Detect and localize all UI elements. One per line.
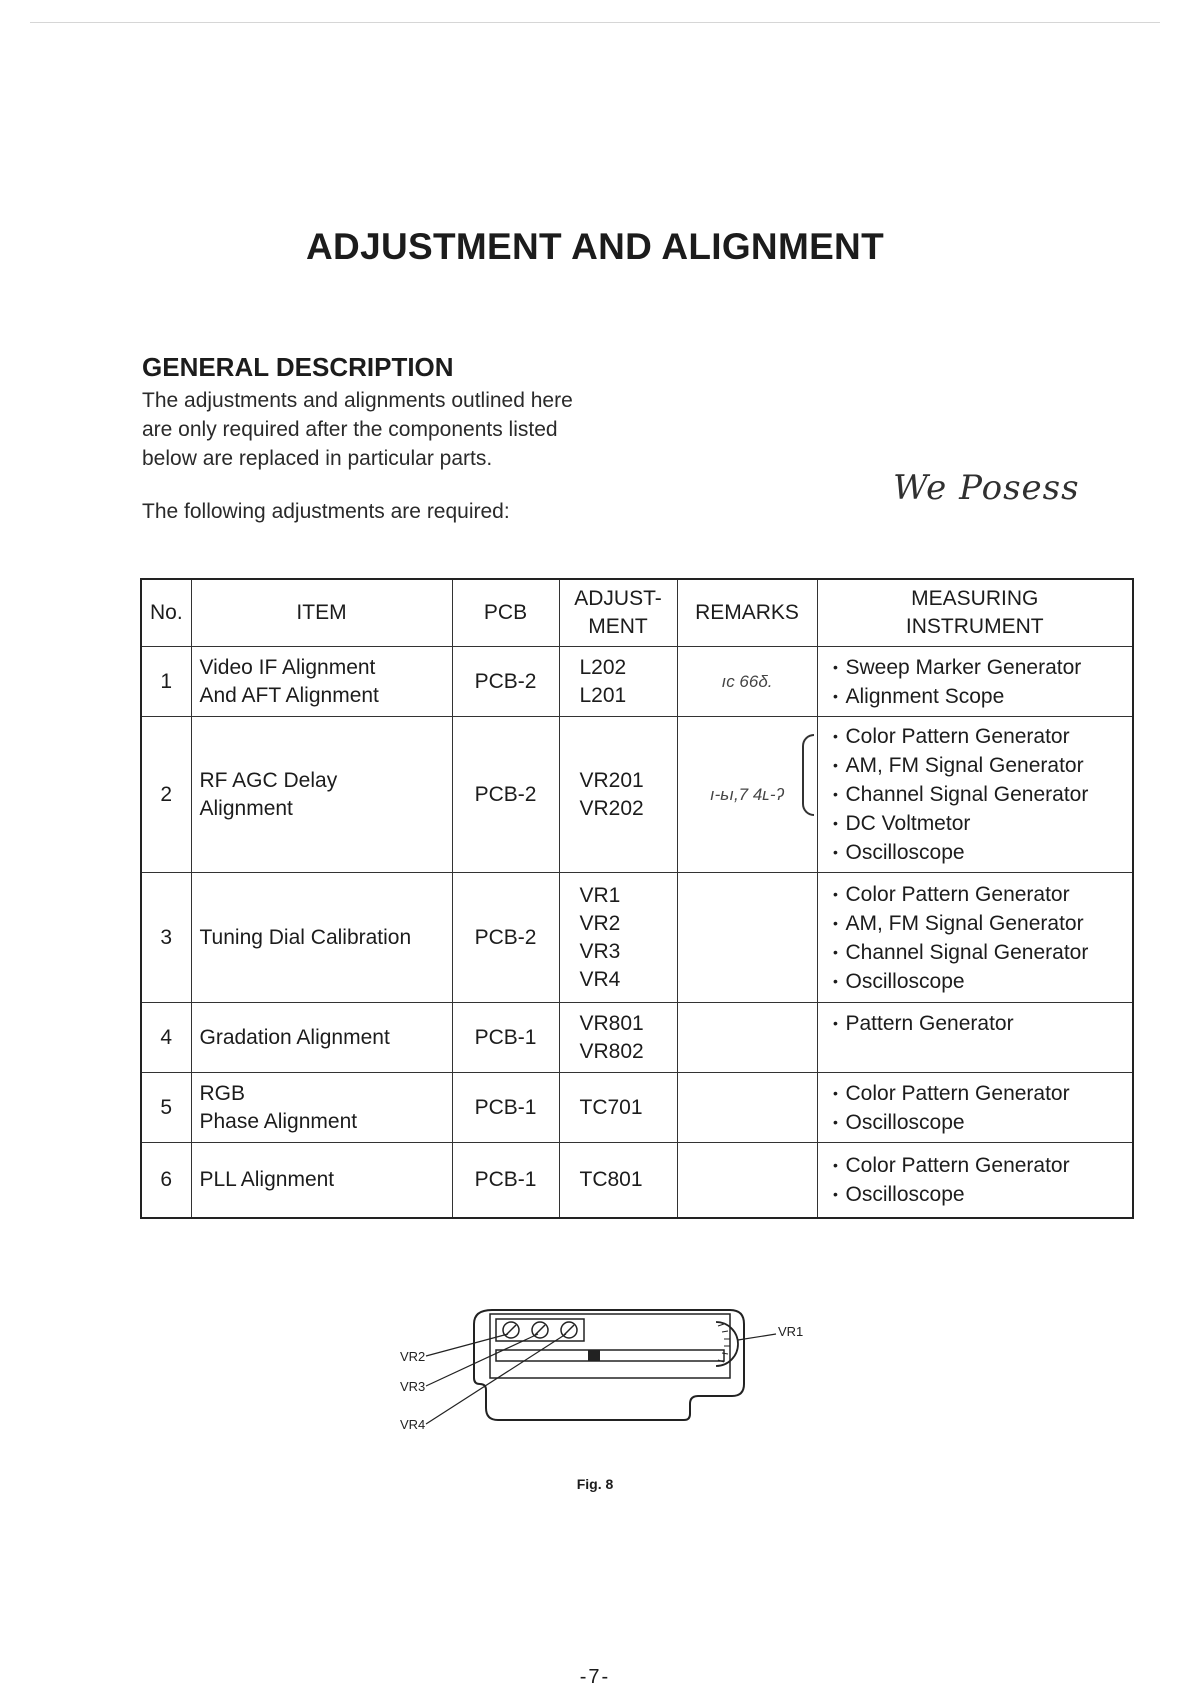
row-number: 1: [142, 647, 191, 717]
col-header-adjustment: [559, 580, 677, 647]
page-number: -7-: [579, 1666, 611, 1688]
adjustment-point: VR2: [579, 911, 621, 935]
lead-in-text: The following adjustments are required:: [142, 500, 510, 523]
row-adjustment: [559, 873, 677, 1003]
col-header-no: No.: [142, 580, 191, 647]
intro-line: below are replaced in particular parts.: [142, 447, 493, 470]
table-row: [142, 647, 1132, 717]
instrument-item: • Oscilloscope: [826, 838, 1125, 867]
instrument-item: • Oscilloscope: [826, 967, 1125, 996]
row-instruments: [817, 1073, 1132, 1143]
table-row: [142, 1073, 1132, 1143]
item-line: RF AGC Delay: [199, 768, 338, 792]
row-pcb: PCB-2: [452, 717, 559, 873]
row-remarks: [677, 1073, 817, 1143]
item-line: RGB: [199, 1081, 246, 1105]
row-item: [191, 1143, 452, 1217]
handwritten-note: We Posess: [893, 468, 1080, 508]
adjustment-point: L201: [579, 683, 627, 707]
instrument-item: • AM, FM Signal Generator: [826, 751, 1125, 780]
header-line: INSTRUMENT: [905, 615, 1044, 638]
row-instruments: [817, 1003, 1132, 1073]
instrument-item: • Alignment Scope: [826, 682, 1125, 711]
row-adjustment: [559, 717, 677, 873]
instrument-item: • Oscilloscope: [826, 1108, 1125, 1137]
dial-slot: [496, 1350, 724, 1361]
adjustment-point: VR202: [579, 796, 644, 820]
row-instruments: [817, 717, 1132, 873]
adjustment-point: VR201: [579, 768, 644, 792]
table-row: [142, 873, 1132, 1003]
vr2-label: VR2: [400, 1349, 426, 1364]
instrument-item: • Channel Signal Generator: [826, 780, 1125, 809]
row-item: [191, 873, 452, 1003]
item-line: PLL Alignment: [199, 1167, 335, 1191]
row-item: [191, 717, 452, 873]
handwritten-bracket: [802, 734, 814, 816]
row-item: [191, 647, 452, 717]
instrument-item: • Color Pattern Generator: [826, 1151, 1125, 1180]
item-line: And AFT Alignment: [199, 683, 379, 707]
row-remarks: ıc 66δ.: [677, 647, 817, 717]
adjustment-point: VR802: [579, 1039, 644, 1063]
item-line: Tuning Dial Calibration: [199, 925, 412, 949]
instrument-item: • Sweep Marker Generator: [826, 653, 1125, 682]
table-header-row: [142, 580, 1132, 647]
row-remarks: [677, 1143, 817, 1217]
instrument-item: • Channel Signal Generator: [826, 938, 1125, 967]
instrument-item: • Color Pattern Generator: [826, 880, 1125, 909]
header-line: ADJUST-: [574, 587, 662, 610]
section-heading: GENERAL DESCRIPTION: [142, 352, 454, 382]
row-number: 6: [142, 1143, 191, 1217]
intro-paragraph: [142, 386, 573, 473]
page-title: ADJUSTMENT AND ALIGNMENT: [306, 226, 884, 267]
col-header-item: ITEM: [191, 580, 452, 647]
control-plate: [490, 1314, 730, 1378]
top-rule: [30, 22, 1160, 23]
row-instruments: [817, 1143, 1132, 1217]
row-adjustment: [559, 1003, 677, 1073]
item-line: Gradation Alignment: [199, 1025, 390, 1049]
col-header-instrument: [817, 580, 1132, 647]
adjustment-point: VR801: [579, 1011, 644, 1035]
vr4-knob-mark: [564, 1325, 574, 1335]
adjustment-point: TC801: [579, 1167, 643, 1191]
header-line: MEASURING: [911, 587, 1039, 610]
item-line: Alignment: [199, 796, 293, 820]
row-pcb: PCB-2: [452, 873, 559, 1003]
instrument-item: • DC Voltmetor: [826, 809, 1125, 838]
intro-line: The adjustments and alignments outlined here: [142, 389, 573, 412]
row-adjustment: [559, 1143, 677, 1217]
row-adjustment: [559, 1073, 677, 1143]
vr1-label: VR1: [778, 1324, 804, 1339]
row-pcb: PCB-1: [452, 1073, 559, 1143]
adjustment-point: VR3: [579, 939, 621, 963]
vr3-label: VR3: [400, 1379, 426, 1394]
vr2-knob-mark: [506, 1325, 516, 1335]
row-item: [191, 1003, 452, 1073]
figure-pcb-diagram: [400, 1300, 860, 1460]
dial-pointer: [588, 1350, 600, 1361]
vr1-dial: [716, 1322, 738, 1366]
col-header-remarks: REMARKS: [677, 580, 817, 647]
table-row: [142, 717, 1132, 873]
row-number: 3: [142, 873, 191, 1003]
instrument-item: • Oscilloscope: [826, 1180, 1125, 1209]
instrument-item: • AM, FM Signal Generator: [826, 909, 1125, 938]
row-item: [191, 1073, 452, 1143]
vr4-label: VR4: [400, 1417, 426, 1432]
instrument-item: • Color Pattern Generator: [826, 722, 1125, 751]
table-row: [142, 1143, 1132, 1217]
row-remarks: [677, 873, 817, 1003]
adjustment-point: TC701: [579, 1095, 643, 1119]
adjustment-point: L202: [579, 655, 627, 679]
row-pcb: PCB-2: [452, 647, 559, 717]
instrument-item: • Pattern Generator: [826, 1009, 1125, 1038]
header-line: MENT: [588, 615, 648, 638]
row-remarks: [677, 1003, 817, 1073]
row-pcb: PCB-1: [452, 1143, 559, 1217]
col-header-pcb: PCB: [452, 580, 559, 647]
row-pcb: PCB-1: [452, 1003, 559, 1073]
row-instruments: [817, 873, 1132, 1003]
adjustment-point: VR4: [579, 967, 621, 991]
adjustment-point: VR1: [579, 883, 621, 907]
table-row: [142, 1003, 1132, 1073]
figure-caption: Fig. 8: [576, 1476, 614, 1492]
row-instruments: [817, 647, 1132, 717]
row-remarks: ı-ьı,7 4ʟ-ʔ: [677, 717, 817, 873]
row-adjustment: [559, 647, 677, 717]
item-line: Phase Alignment: [199, 1109, 358, 1133]
vr4-leader: [426, 1334, 566, 1424]
row-number: 4: [142, 1003, 191, 1073]
row-number: 2: [142, 717, 191, 873]
row-number: 5: [142, 1073, 191, 1143]
item-line: Video IF Alignment: [199, 655, 376, 679]
adjustment-table: [140, 578, 1134, 1219]
intro-line: are only required after the components listed: [142, 418, 558, 441]
instrument-item: • Color Pattern Generator: [826, 1079, 1125, 1108]
vr3-knob-mark: [535, 1325, 545, 1335]
